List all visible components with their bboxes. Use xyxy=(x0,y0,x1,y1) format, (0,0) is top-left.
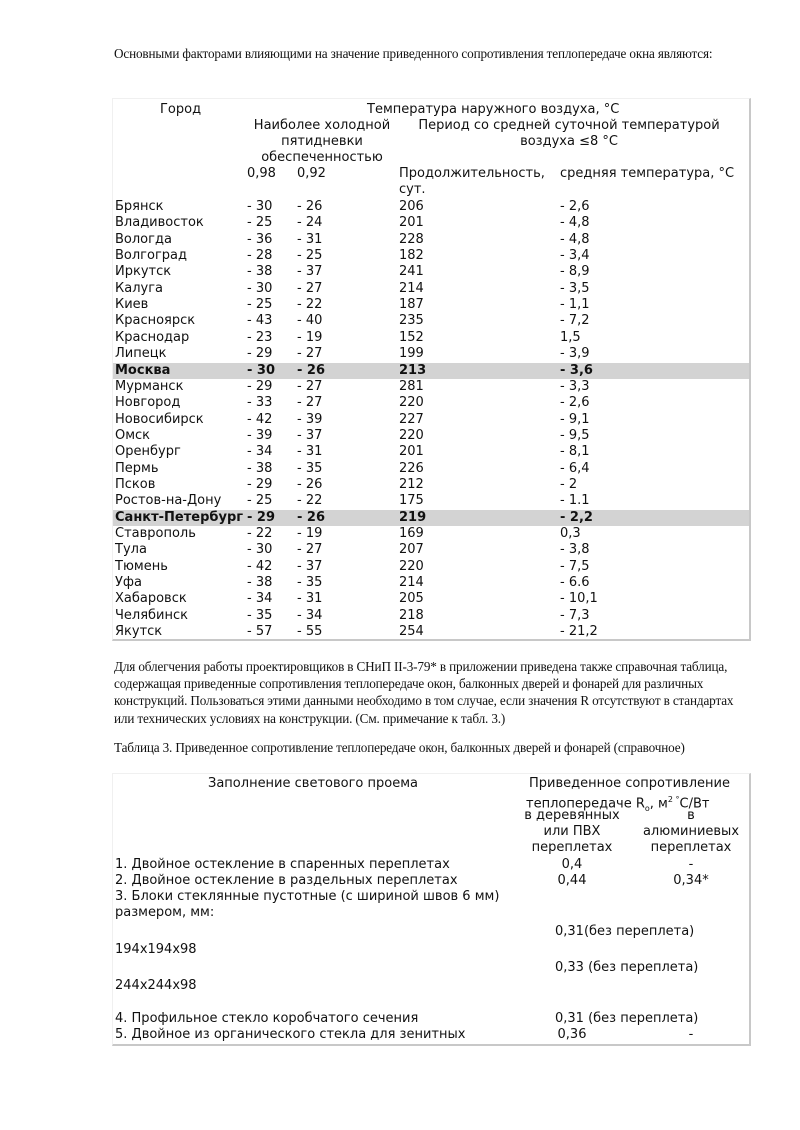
table-row xyxy=(113,297,749,313)
duration-cell: 226 xyxy=(399,460,424,476)
table-row xyxy=(113,412,749,428)
temp-092-cell: - 31 xyxy=(297,231,323,247)
avg-temp-cell: - 8,9 xyxy=(560,264,590,280)
avg-temp-cell: - 3,9 xyxy=(560,346,590,362)
duration-cell: 169 xyxy=(399,526,424,541)
city-cell: Хабаровск xyxy=(115,591,187,607)
avg-temp-cell: - 2,6 xyxy=(560,395,590,411)
header-wood-l2: или ПВХ xyxy=(543,824,601,839)
duration-cell: 228 xyxy=(399,231,424,247)
header-period-l1: Период со средней суточной температурой xyxy=(418,118,720,133)
duration-cell: 152 xyxy=(399,329,424,345)
avg-temp-cell: - 2,2 xyxy=(560,509,593,525)
temp-092-cell: - 34 xyxy=(297,607,323,623)
avg-temp-cell: - 7,2 xyxy=(560,313,590,329)
city-cell: Оренбург xyxy=(115,444,181,460)
city-cell: Мурманск xyxy=(115,378,184,394)
header-resistance-l2: теплопередаче $R_о$, $м^{2 ^\circ}С/Вт$ xyxy=(526,795,710,813)
temp-098-cell: - 57 xyxy=(247,624,273,640)
temp-092-cell: - 26 xyxy=(297,476,323,492)
temp-098-cell: - 42 xyxy=(247,558,273,574)
header-resistance-l1: Приведенное сопротивление xyxy=(529,776,730,791)
header-period-l2: воздуха ≤8 °С xyxy=(520,134,618,149)
duration-cell: 212 xyxy=(399,476,424,492)
temp-092-cell: - 31 xyxy=(297,591,323,607)
city-cell: Новгород xyxy=(115,395,181,411)
header-coldest-l1: Наиболее холодной xyxy=(253,118,391,133)
temp-092-cell: - 39 xyxy=(297,411,323,427)
table-row xyxy=(113,281,749,297)
city-cell: Тула xyxy=(115,542,147,558)
city-cell: Ростов-на-Дону xyxy=(115,493,222,509)
table-row xyxy=(113,248,749,264)
table-row xyxy=(113,624,749,640)
climate-table xyxy=(112,98,751,641)
temp-098-cell: - 38 xyxy=(247,575,273,591)
temp-092-cell: - 19 xyxy=(297,526,323,541)
row-1-alu: - xyxy=(688,857,694,872)
temp-098-cell: - 42 xyxy=(247,411,273,427)
temp-098-cell: - 25 xyxy=(247,297,273,313)
duration-cell: 220 xyxy=(399,395,424,411)
temp-092-cell: - 31 xyxy=(297,444,323,460)
temp-098-cell: - 29 xyxy=(247,476,273,492)
table-row xyxy=(113,232,749,248)
city-cell: Волгоград xyxy=(115,248,188,264)
header-duration-l2: сут. xyxy=(399,182,426,197)
header-city: Город xyxy=(160,102,202,117)
duration-cell: 214 xyxy=(399,280,424,296)
city-cell: Брянск xyxy=(115,199,164,214)
temp-092-cell: - 25 xyxy=(297,248,323,264)
temp-098-cell: - 28 xyxy=(247,248,273,264)
header-prob-092: 0,92 xyxy=(297,166,326,181)
avg-temp-cell: 0,3 xyxy=(560,526,581,541)
duration-cell: 207 xyxy=(399,542,424,558)
header-filling: Заполнение светового проема xyxy=(208,776,418,791)
temp-098-cell: - 22 xyxy=(247,526,273,541)
header-avg-temp: средняя температура, °С xyxy=(560,166,735,181)
duration-cell: 182 xyxy=(399,248,424,264)
temp-098-cell: - 43 xyxy=(247,313,273,329)
row-5-wood: 0,36 xyxy=(557,1027,587,1042)
header-alu-l1: в xyxy=(687,808,695,823)
row-1-label: 1. Двойное остекление в спаренных переплетах xyxy=(115,857,450,872)
duration-cell: 241 xyxy=(399,264,424,280)
row-3b-value: 0,33 (без переплета) xyxy=(555,960,699,975)
row-1-wood: 0,4 xyxy=(561,857,583,872)
temp-098-cell: - 25 xyxy=(247,493,273,509)
avg-temp-cell: - 3,6 xyxy=(560,362,593,378)
temp-092-cell: - 37 xyxy=(297,264,323,280)
temp-098-cell: - 38 xyxy=(247,264,273,280)
city-cell: Вологда xyxy=(115,231,172,247)
avg-temp-cell: - 3,8 xyxy=(560,542,590,558)
avg-temp-cell: - 21,2 xyxy=(560,624,598,640)
table-row xyxy=(113,444,749,460)
duration-cell: 227 xyxy=(399,411,424,427)
table-row xyxy=(113,542,749,558)
city-cell: Челябинск xyxy=(115,607,189,623)
row-2-alu: 0,34* xyxy=(673,873,709,888)
city-cell: Якутск xyxy=(115,624,163,640)
temp-098-cell: - 39 xyxy=(247,427,273,443)
row-2-wood: 0,44 xyxy=(557,873,587,888)
temp-098-cell: - 29 xyxy=(247,509,276,525)
header-prob-098: 0,98 xyxy=(247,166,276,181)
temp-098-cell: - 38 xyxy=(247,460,273,476)
table-row xyxy=(113,493,749,509)
temp-092-cell: - 37 xyxy=(297,427,323,443)
row-3b-label: 244x244x98 xyxy=(115,978,197,993)
avg-temp-cell: - 8,1 xyxy=(560,444,590,460)
header-alu-l3: переплетах xyxy=(650,840,732,855)
temp-098-cell: - 35 xyxy=(247,607,273,623)
table-row xyxy=(113,264,749,280)
table-row xyxy=(113,379,749,395)
row-3a-label: 194x194x98 xyxy=(115,942,197,957)
table-row xyxy=(113,477,749,493)
header-duration-l1: Продолжительность, xyxy=(399,166,545,181)
header-temperature: Температура наружного воздуха, °С xyxy=(367,102,620,117)
temp-092-cell: - 35 xyxy=(297,460,323,476)
city-cell: Киев xyxy=(115,297,149,313)
avg-temp-cell: - 2,6 xyxy=(560,199,590,214)
temp-092-cell: - 27 xyxy=(297,395,323,411)
temp-098-cell: - 29 xyxy=(247,378,273,394)
row-2-label: 2. Двойное остекление в раздельных переплетах xyxy=(115,873,458,888)
row-4-label: 4. Профильное стекло коробчатого сечения xyxy=(115,1011,419,1026)
avg-temp-cell: - 6.6 xyxy=(560,575,590,591)
duration-cell: 175 xyxy=(399,493,424,509)
city-cell: Тюмень xyxy=(115,558,168,574)
header-wood-l3: переплетах xyxy=(531,840,613,855)
duration-cell: 187 xyxy=(399,297,424,313)
resistance-table xyxy=(112,773,751,1046)
duration-cell: 213 xyxy=(399,362,427,378)
row-3-label: 3. Блоки стеклянные пустотные (с шириной швов 6 мм) xyxy=(115,889,500,904)
duration-cell: 218 xyxy=(399,607,424,623)
duration-cell: 220 xyxy=(399,558,424,574)
avg-temp-cell: - 10,1 xyxy=(560,591,598,607)
table-row xyxy=(113,215,749,231)
city-cell: Пермь xyxy=(115,460,159,476)
city-cell: Новосибирск xyxy=(115,411,204,427)
duration-cell: 281 xyxy=(399,378,424,394)
avg-temp-cell: - 7,5 xyxy=(560,558,590,574)
avg-temp-cell: - 1.1 xyxy=(560,493,590,509)
duration-cell: 219 xyxy=(399,509,427,525)
temp-098-cell: - 30 xyxy=(247,362,276,378)
body-paragraph: Для облегчения работы проектировщиков в СНиП II-3-79* в приложении приведена также справочная таблица, содержащая приведенные сопротивления теплопередаче окон, балконных дверей и фонарей для различных конструкций. Пользоваться этими данными необходимо в том случае, если значения R отсутствуют в стандартах или технических условиях на конструкции. (См. примечание к табл. 3.) xyxy=(114,659,734,726)
city-cell: Красноярск xyxy=(115,313,196,329)
temp-092-cell: - 27 xyxy=(297,280,323,296)
temp-092-cell: - 55 xyxy=(297,624,323,640)
temp-092-cell: - 27 xyxy=(297,346,323,362)
temp-092-cell: - 35 xyxy=(297,575,323,591)
row-4-value: 0,31 (без переплета) xyxy=(555,1011,699,1026)
city-cell: Калуга xyxy=(115,280,163,296)
city-cell: Липецк xyxy=(115,346,167,362)
row-5-label: 5. Двойное из органического стекла для зенитных xyxy=(115,1027,466,1042)
header-coldest-l2: пятидневки xyxy=(281,134,363,149)
row-3-label-l2: размером, мм: xyxy=(115,905,215,920)
temp-092-cell: - 22 xyxy=(297,297,323,313)
table-row xyxy=(113,346,749,362)
table-row xyxy=(113,330,749,346)
duration-cell: 201 xyxy=(399,215,424,231)
row-5-alu: - xyxy=(688,1027,694,1042)
temp-092-cell: - 26 xyxy=(297,199,323,214)
temp-098-cell: - 30 xyxy=(247,542,273,558)
table-row xyxy=(113,363,749,379)
duration-cell: 220 xyxy=(399,427,424,443)
table-row xyxy=(113,428,749,444)
table-row xyxy=(113,559,749,575)
temp-092-cell: - 26 xyxy=(297,362,326,378)
avg-temp-cell: - 7,3 xyxy=(560,607,590,623)
duration-cell: 214 xyxy=(399,575,424,591)
temp-092-cell: - 22 xyxy=(297,493,323,509)
avg-temp-cell: 1,5 xyxy=(560,329,581,345)
temp-092-cell: - 24 xyxy=(297,215,323,231)
table-row xyxy=(113,461,749,477)
avg-temp-cell: - 6,4 xyxy=(560,460,590,476)
table-row xyxy=(113,591,749,607)
duration-cell: 201 xyxy=(399,444,424,460)
temp-092-cell: - 26 xyxy=(297,509,326,525)
temp-098-cell: - 25 xyxy=(247,215,273,231)
city-cell: Псков xyxy=(115,476,156,492)
avg-temp-cell: - 3,3 xyxy=(560,378,590,394)
table-row xyxy=(113,199,749,215)
city-cell: Краснодар xyxy=(115,329,190,345)
duration-cell: 205 xyxy=(399,591,424,607)
duration-cell: 235 xyxy=(399,313,424,329)
temp-098-cell: - 30 xyxy=(247,199,273,214)
city-cell: Иркутск xyxy=(115,264,172,280)
city-cell: Москва xyxy=(115,362,171,378)
city-cell: Уфа xyxy=(115,575,143,591)
table-row xyxy=(113,313,749,329)
temp-098-cell: - 33 xyxy=(247,395,273,411)
table-row xyxy=(113,526,749,542)
temp-092-cell: - 27 xyxy=(297,378,323,394)
temp-092-cell: - 27 xyxy=(297,542,323,558)
avg-temp-cell: - 4,8 xyxy=(560,215,590,231)
table-row xyxy=(113,575,749,591)
temp-092-cell: - 40 xyxy=(297,313,323,329)
temp-092-cell: - 19 xyxy=(297,329,323,345)
temp-098-cell: - 23 xyxy=(247,329,273,345)
temp-098-cell: - 30 xyxy=(247,280,273,296)
avg-temp-cell: - 3,5 xyxy=(560,280,590,296)
table3-caption: Таблица 3. Приведенное сопротивление теплопередаче окон, балконных дверей и фонарей (справочное) xyxy=(114,740,685,755)
city-cell: Омск xyxy=(115,427,151,443)
duration-cell: 254 xyxy=(399,624,424,640)
header-alu-l2: алюминиевых xyxy=(642,824,740,839)
avg-temp-cell: - 9,5 xyxy=(560,427,590,443)
table-row xyxy=(113,395,749,411)
avg-temp-cell: - 2 xyxy=(560,476,578,492)
avg-temp-cell: - 4,8 xyxy=(560,231,590,247)
duration-cell: 206 xyxy=(399,199,424,214)
temp-098-cell: - 36 xyxy=(247,231,273,247)
header-coldest-l3: обеспеченностью xyxy=(261,150,383,165)
temp-098-cell: - 34 xyxy=(247,444,273,460)
temp-098-cell: - 34 xyxy=(247,591,273,607)
city-cell: Владивосток xyxy=(115,215,204,231)
row-3a-value: 0,31(без переплета) xyxy=(555,924,695,939)
city-cell: Санкт-Петербург xyxy=(115,509,244,525)
temp-092-cell: - 37 xyxy=(297,558,323,574)
intro-text: Основными факторами влияющими на значение приведенного сопротивления теплопередаче окна являются: xyxy=(114,46,713,61)
temp-098-cell: - 29 xyxy=(247,346,273,362)
header-wood-l1: в деревянных xyxy=(524,808,620,823)
avg-temp-cell: - 9,1 xyxy=(560,411,590,427)
city-cell: Ставрополь xyxy=(115,526,196,541)
table-row xyxy=(113,608,749,624)
avg-temp-cell: - 3,4 xyxy=(560,248,590,264)
avg-temp-cell: - 1,1 xyxy=(560,297,590,313)
duration-cell: 199 xyxy=(399,346,424,362)
table-row xyxy=(113,510,749,526)
